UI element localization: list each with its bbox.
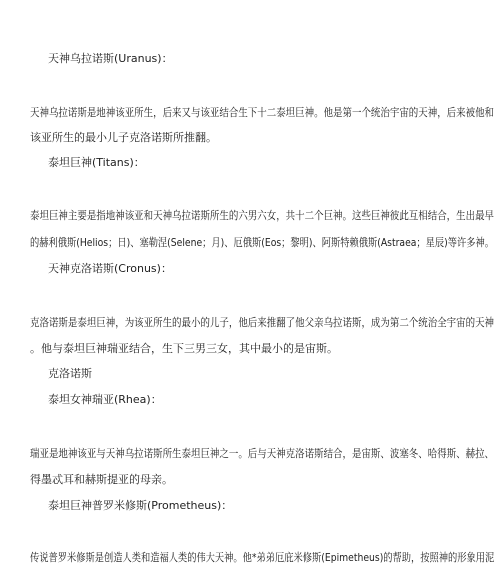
heading-uranus: 天神乌拉诺斯(Uranus)： [48, 52, 173, 65]
paragraph-line: 泰坦巨神主要是指地神该亚和天神乌拉诺斯所生的六男六女，共十二个巨神。这些巨神彼此互相结合，生出最早 [30, 209, 495, 222]
paragraph-line: 克洛诺斯是泰坦巨神，为该亚所生的最小的儿子，他后来推翻了他父亲乌拉诺斯，成为第二个统治全宇宙的天神 [30, 316, 495, 329]
paragraph-line: 天神乌拉诺斯是地神该亚所生，后来又与该亚结合生下十二泰坦巨神。他是第一个统治宇宙的天神，后来被他和 [30, 106, 495, 119]
paragraph-line: 该亚所生的最小儿子克洛诺斯所推翻。 [30, 131, 217, 144]
paragraph-line: 传说普罗米修斯是创造人类和造福人类的伟大天神。他*弟弟厄庇米修斯(Epimetheus)的帮助，按照神的形象用泥 [30, 551, 495, 564]
paragraph-line: 得墨忒耳和赫斯提亚的母亲。 [30, 473, 173, 486]
heading-cronus-caption: 克洛诺斯 [48, 367, 92, 380]
heading-prometheus: 泰坦巨神普罗米修斯(Prometheus)： [48, 499, 233, 512]
paragraph-line: 瑞亚是地神该亚与天神乌拉诺斯所生泰坦巨神之一。后与天神克洛诺斯结合，是宙斯、波塞冬、哈得斯、赫拉、 [30, 447, 495, 460]
paragraph-line: 。他与泰坦巨神瑞亚结合，生下三男三女，其中最小的是宙斯。 [30, 342, 338, 355]
heading-titans: 泰坦巨神(Titans)： [48, 156, 145, 169]
heading-rhea: 泰坦女神瑞亚(Rhea)： [48, 393, 162, 406]
heading-cronus: 天神克洛诺斯(Cronus)： [48, 262, 172, 275]
paragraph-line: 的赫利俄斯(Helios；日)、塞勒涅(Selene；月)、厄俄斯(Eos；黎明)、阿斯特赖俄斯(Astraea；星辰)等许多神。 [30, 236, 495, 249]
